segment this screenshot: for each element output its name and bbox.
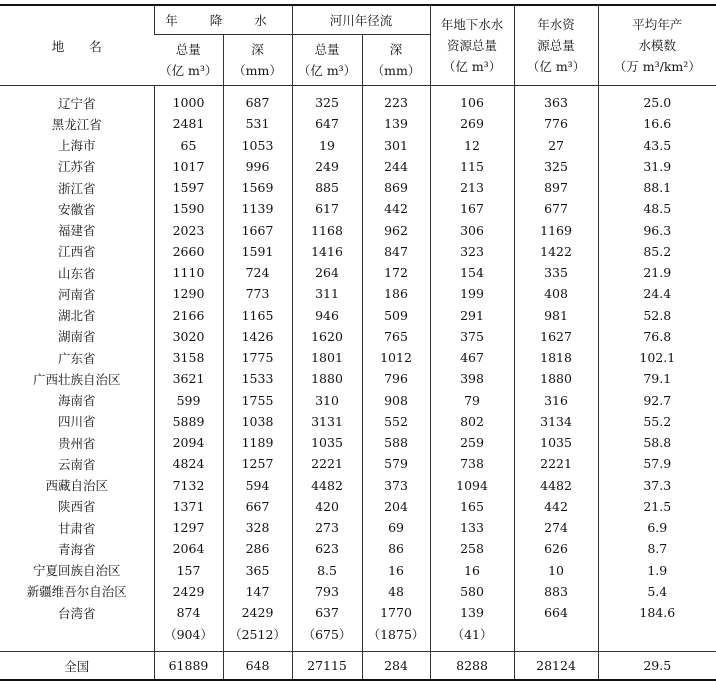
cell-groundwater: 16 [430, 560, 514, 581]
header-water-resources-unit: （亿 m³） [526, 59, 586, 74]
cell-runoff-total: 325 [292, 92, 362, 113]
cell-precip-total: 1017 [154, 156, 223, 177]
cell-precip-total: 4824 [154, 453, 223, 474]
cell-region: 湖北省 [57, 308, 96, 324]
cell-region: 安徽省 [57, 201, 96, 217]
cell-modulus: 96.3 [598, 220, 716, 241]
total-precip-total: 61889 [154, 652, 223, 681]
cell-precip-depth: 1189 [223, 432, 292, 453]
paren-cell-precip-depth: （2512） [223, 623, 292, 645]
header-runoff-total [292, 35, 362, 86]
cell-modulus: 88.1 [598, 177, 716, 198]
cell-precip-depth: 667 [223, 496, 292, 517]
cell-region: 海南省 [57, 393, 96, 409]
table-row [0, 581, 716, 602]
parenthetical-row [0, 623, 716, 645]
cell-runoff-total: 623 [292, 538, 362, 559]
cell-region: 黑龙江省 [51, 116, 102, 132]
cell-precip-depth: 1165 [223, 305, 292, 326]
cell-runoff-total: 1880 [292, 368, 362, 389]
cell-modulus: 31.9 [598, 156, 716, 177]
cell-groundwater: 323 [430, 241, 514, 262]
cell-precip-total: 157 [154, 560, 223, 581]
cell-groundwater: 306 [430, 220, 514, 241]
table-row [0, 177, 716, 198]
cell-groundwater: 580 [430, 581, 514, 602]
cell-groundwater: 115 [430, 156, 514, 177]
cell-runoff-total: 273 [292, 517, 362, 538]
cell-runoff-total: 793 [292, 581, 362, 602]
cell-modulus: 43.5 [598, 135, 716, 156]
cell-resources: 776 [514, 113, 598, 134]
cell-runoff-depth: 442 [362, 198, 430, 219]
table-row [0, 198, 716, 219]
cell-resources: 1627 [514, 326, 598, 347]
header-runoff-total-label: 总量 [314, 42, 340, 57]
cell-precip-total: 2429 [154, 581, 223, 602]
header-yield-modulus-line: 平均年产 [632, 17, 683, 32]
cell-precip-total: 1371 [154, 496, 223, 517]
cell-precip-depth: 1053 [223, 135, 292, 156]
cell-runoff-depth: 223 [362, 92, 430, 113]
cell-precip-total: 1290 [154, 283, 223, 304]
cell-resources: 10 [514, 560, 598, 581]
cell-region: 浙江省 [57, 180, 96, 196]
cell-modulus: 52.8 [598, 305, 716, 326]
cell-resources: 1035 [514, 432, 598, 453]
cell-runoff-total: 310 [292, 390, 362, 411]
cell-runoff-depth: 962 [362, 220, 430, 241]
cell-runoff-depth: 186 [362, 283, 430, 304]
cell-runoff-total: 1801 [292, 347, 362, 368]
cell-runoff-total: 1416 [292, 241, 362, 262]
cell-runoff-total: 311 [292, 283, 362, 304]
cell-precip-total: 874 [154, 602, 223, 623]
cell-groundwater: 258 [430, 538, 514, 559]
cell-precip-depth: 147 [223, 581, 292, 602]
cell-runoff-total: 647 [292, 113, 362, 134]
cell-modulus: 55.2 [598, 411, 716, 432]
cell-resources: 316 [514, 390, 598, 411]
cell-region: 台湾省 [57, 605, 96, 621]
cell-precip-total: 599 [154, 390, 223, 411]
cell-precip-depth: 1591 [223, 241, 292, 262]
cell-resources: 442 [514, 496, 598, 517]
cell-precip-depth: 724 [223, 262, 292, 283]
cell-precip-total: 1000 [154, 92, 223, 113]
cell-runoff-total: 19 [292, 135, 362, 156]
cell-runoff-depth: 552 [362, 411, 430, 432]
cell-modulus: 79.1 [598, 368, 716, 389]
cell-region: 福建省 [57, 223, 96, 239]
cell-resources: 981 [514, 305, 598, 326]
cell-precip-total: 2481 [154, 113, 223, 134]
table-row [0, 602, 716, 623]
cell-modulus: 5.4 [598, 581, 716, 602]
table-row [0, 390, 716, 411]
cell-runoff-depth: 847 [362, 241, 430, 262]
cell-modulus: 1.9 [598, 560, 716, 581]
cell-resources: 27 [514, 135, 598, 156]
table-row [0, 305, 716, 326]
table-row [0, 475, 716, 496]
cell-resources: 408 [514, 283, 598, 304]
header-precipitation-label: 年 降 水 [165, 13, 281, 28]
cell-precip-total: 1590 [154, 198, 223, 219]
table-row [0, 113, 716, 134]
total-region: 全国 [0, 652, 154, 681]
cell-groundwater: 467 [430, 347, 514, 368]
cell-runoff-depth: 869 [362, 177, 430, 198]
total-resources: 28124 [514, 652, 598, 681]
cell-resources: 1818 [514, 347, 598, 368]
cell-precip-total: 1110 [154, 262, 223, 283]
table-row [0, 92, 716, 113]
cell-region: 山东省 [57, 265, 96, 281]
cell-precip-total: 7132 [154, 475, 223, 496]
cell-groundwater: 213 [430, 177, 514, 198]
cell-precip-depth: 687 [223, 92, 292, 113]
cell-modulus: 8.7 [598, 538, 716, 559]
cell-precip-total: 5889 [154, 411, 223, 432]
table-row [0, 241, 716, 262]
cell-runoff-depth: 301 [362, 135, 430, 156]
cell-region: 广西壮族自治区 [32, 371, 121, 387]
cell-runoff-total: 885 [292, 177, 362, 198]
cell-precip-depth: 1257 [223, 453, 292, 474]
header-yield-modulus-unit: （万 m³/km²） [613, 59, 701, 74]
table-row [0, 156, 716, 177]
paren-cell-resources [514, 623, 598, 645]
cell-runoff-total: 264 [292, 262, 362, 283]
total-runoff-depth: 284 [362, 652, 430, 681]
cell-region: 青海省 [57, 541, 96, 557]
cell-groundwater: 1094 [430, 475, 514, 496]
cell-runoff-depth: 908 [362, 390, 430, 411]
cell-runoff-total: 1168 [292, 220, 362, 241]
cell-precip-depth: 1755 [223, 390, 292, 411]
paren-cell-runoff-depth: （1875） [362, 623, 430, 645]
cell-modulus: 76.8 [598, 326, 716, 347]
total-modulus: 29.5 [598, 652, 716, 681]
cell-modulus: 21.9 [598, 262, 716, 283]
cell-resources: 897 [514, 177, 598, 198]
cell-runoff-total: 8.5 [292, 560, 362, 581]
table-row [0, 496, 716, 517]
cell-groundwater: 802 [430, 411, 514, 432]
cell-region: 甘肃省 [57, 520, 96, 536]
cell-groundwater: 154 [430, 262, 514, 283]
header-water-resources-line: 源总量 [537, 38, 575, 53]
table-row [0, 220, 716, 241]
cell-groundwater: 133 [430, 517, 514, 538]
cell-region: 陕西省 [57, 499, 96, 515]
cell-precip-depth: 996 [223, 156, 292, 177]
cell-runoff-depth: 204 [362, 496, 430, 517]
cell-resources: 626 [514, 538, 598, 559]
cell-runoff-depth: 244 [362, 156, 430, 177]
table-row [0, 326, 716, 347]
cell-modulus: 58.8 [598, 432, 716, 453]
paren-cell-precip-total: （904） [154, 623, 223, 645]
cell-runoff-depth: 373 [362, 475, 430, 496]
table-row [0, 347, 716, 368]
cell-precip-total: 2094 [154, 432, 223, 453]
table-body [0, 86, 716, 652]
header-precip-total-unit: （亿 m³） [159, 63, 218, 78]
cell-runoff-depth: 139 [362, 113, 430, 134]
cell-runoff-depth: 509 [362, 305, 430, 326]
cell-groundwater: 259 [430, 432, 514, 453]
cell-modulus: 25.0 [598, 92, 716, 113]
cell-runoff-depth: 1012 [362, 347, 430, 368]
cell-precip-total: 1297 [154, 517, 223, 538]
cell-runoff-total: 4482 [292, 475, 362, 496]
cell-precip-total: 2660 [154, 241, 223, 262]
cell-region: 江西省 [57, 244, 96, 260]
table-row [0, 453, 716, 474]
cell-resources: 2221 [514, 453, 598, 474]
cell-runoff-depth: 16 [362, 560, 430, 581]
cell-resources: 335 [514, 262, 598, 283]
cell-resources: 883 [514, 581, 598, 602]
cell-precip-depth: 2429 [223, 602, 292, 623]
cell-runoff-depth: 765 [362, 326, 430, 347]
cell-region: 新疆维吾尔自治区 [26, 584, 127, 600]
header-precip-depth [223, 35, 292, 86]
cell-modulus: 48.5 [598, 198, 716, 219]
cell-groundwater: 398 [430, 368, 514, 389]
table-row [0, 283, 716, 304]
cell-precip-depth: 1426 [223, 326, 292, 347]
cell-runoff-total: 249 [292, 156, 362, 177]
cell-runoff-depth: 1770 [362, 602, 430, 623]
header-groundwater-unit: （亿 m³） [442, 59, 502, 74]
cell-runoff-total: 1620 [292, 326, 362, 347]
cell-runoff-depth: 172 [362, 262, 430, 283]
cell-modulus: 24.4 [598, 283, 716, 304]
header-groundwater-line: 年地下水水 [440, 17, 504, 32]
cell-resources: 1169 [514, 220, 598, 241]
table-row [0, 135, 716, 156]
cell-precip-total: 2023 [154, 220, 223, 241]
table-row [0, 432, 716, 453]
paren-cell-runoff-total: （675） [292, 623, 362, 645]
cell-groundwater: 165 [430, 496, 514, 517]
cell-groundwater: 269 [430, 113, 514, 134]
cell-region: 河南省 [57, 286, 96, 302]
cell-groundwater: 199 [430, 283, 514, 304]
cell-resources: 363 [514, 92, 598, 113]
cell-groundwater: 106 [430, 92, 514, 113]
water-resources-table [0, 4, 716, 681]
header-runoff-depth-unit: （mm） [371, 63, 421, 78]
cell-runoff-total: 637 [292, 602, 362, 623]
cell-resources: 274 [514, 517, 598, 538]
cell-precip-total: 2166 [154, 305, 223, 326]
table-row [0, 560, 716, 581]
cell-modulus: 92.7 [598, 390, 716, 411]
cell-precip-depth: 1139 [223, 198, 292, 219]
header-water-resources-line: 年水资 [537, 17, 575, 32]
cell-region: 云南省 [57, 456, 96, 472]
cell-runoff-depth: 69 [362, 517, 430, 538]
cell-groundwater: 12 [430, 135, 514, 156]
cell-region: 宁夏回族自治区 [32, 563, 121, 579]
cell-resources: 325 [514, 156, 598, 177]
paren-cell-region [0, 623, 154, 645]
cell-resources: 1422 [514, 241, 598, 262]
header-precip-depth-unit: （mm） [233, 63, 282, 78]
cell-runoff-depth: 588 [362, 432, 430, 453]
cell-modulus: 85.2 [598, 241, 716, 262]
cell-runoff-depth: 86 [362, 538, 430, 559]
cell-precip-depth: 1775 [223, 347, 292, 368]
header-region: 地 名 [0, 5, 154, 86]
cell-resources: 4482 [514, 475, 598, 496]
cell-groundwater: 291 [430, 305, 514, 326]
table-row [0, 517, 716, 538]
table-row [0, 538, 716, 559]
header-precipitation-group [154, 5, 292, 35]
cell-region: 上海市 [57, 138, 96, 154]
cell-region: 四川省 [57, 414, 96, 430]
cell-precip-depth: 773 [223, 283, 292, 304]
paren-cell-groundwater: （41） [430, 623, 514, 645]
cell-runoff-total: 617 [292, 198, 362, 219]
cell-modulus: 37.3 [598, 475, 716, 496]
cell-modulus: 6.9 [598, 517, 716, 538]
cell-region: 江苏省 [57, 159, 96, 175]
header-groundwater [430, 5, 514, 86]
cell-groundwater: 375 [430, 326, 514, 347]
cell-groundwater: 167 [430, 198, 514, 219]
cell-precip-depth: 531 [223, 113, 292, 134]
cell-precip-total: 1597 [154, 177, 223, 198]
cell-precip-total: 65 [154, 135, 223, 156]
total-groundwater: 8288 [430, 652, 514, 681]
cell-groundwater: 79 [430, 390, 514, 411]
cell-runoff-total: 1035 [292, 432, 362, 453]
cell-modulus: 184.6 [598, 602, 716, 623]
cell-precip-depth: 1533 [223, 368, 292, 389]
cell-precip-total: 3158 [154, 347, 223, 368]
cell-resources: 664 [514, 602, 598, 623]
cell-modulus: 16.6 [598, 113, 716, 134]
cell-precip-depth: 286 [223, 538, 292, 559]
cell-modulus: 102.1 [598, 347, 716, 368]
header-runoff-total-unit: （亿 m³） [297, 63, 357, 78]
cell-precip-depth: 1569 [223, 177, 292, 198]
header-runoff-depth [362, 35, 430, 86]
cell-resources: 677 [514, 198, 598, 219]
cell-runoff-depth: 48 [362, 581, 430, 602]
cell-runoff-total: 3131 [292, 411, 362, 432]
table-row [0, 262, 716, 283]
total-precip-depth: 648 [223, 652, 292, 681]
header-precip-total [154, 35, 223, 86]
cell-precip-depth: 1667 [223, 220, 292, 241]
cell-runoff-total: 420 [292, 496, 362, 517]
cell-runoff-total: 946 [292, 305, 362, 326]
cell-region: 西藏自治区 [45, 478, 108, 494]
table-row [0, 368, 716, 389]
cell-precip-depth: 328 [223, 517, 292, 538]
cell-precip-total: 2064 [154, 538, 223, 559]
cell-precip-depth: 365 [223, 560, 292, 581]
cell-precip-total: 3621 [154, 368, 223, 389]
cell-precip-depth: 594 [223, 475, 292, 496]
cell-resources: 3134 [514, 411, 598, 432]
cell-resources: 1880 [514, 368, 598, 389]
total-row [0, 652, 716, 681]
cell-runoff-depth: 579 [362, 453, 430, 474]
cell-precip-total: 3020 [154, 326, 223, 347]
header-precip-depth-label: 深 [251, 42, 264, 57]
cell-region: 贵州省 [57, 435, 96, 451]
cell-runoff-total: 2221 [292, 453, 362, 474]
header-groundwater-line: 资源总量 [447, 38, 498, 53]
header-yield-modulus [598, 5, 716, 86]
cell-region: 湖南省 [57, 329, 96, 345]
cell-groundwater: 139 [430, 602, 514, 623]
cell-region: 辽宁省 [57, 95, 96, 111]
cell-region: 广东省 [57, 350, 96, 366]
header-precip-total-label: 总量 [175, 42, 201, 57]
cell-runoff-depth: 796 [362, 368, 430, 389]
cell-groundwater: 738 [430, 453, 514, 474]
cell-precip-depth: 1038 [223, 411, 292, 432]
header-water-resources [514, 5, 598, 86]
table-row [0, 411, 716, 432]
paren-cell-modulus [598, 623, 716, 645]
header-runoff-depth-label: 深 [389, 42, 403, 57]
total-runoff-total: 27115 [292, 652, 362, 681]
header-runoff-group: 河川年径流 [292, 5, 430, 35]
header-yield-modulus-line: 水模数 [638, 38, 677, 53]
cell-modulus: 57.9 [598, 453, 716, 474]
cell-modulus: 21.5 [598, 496, 716, 517]
